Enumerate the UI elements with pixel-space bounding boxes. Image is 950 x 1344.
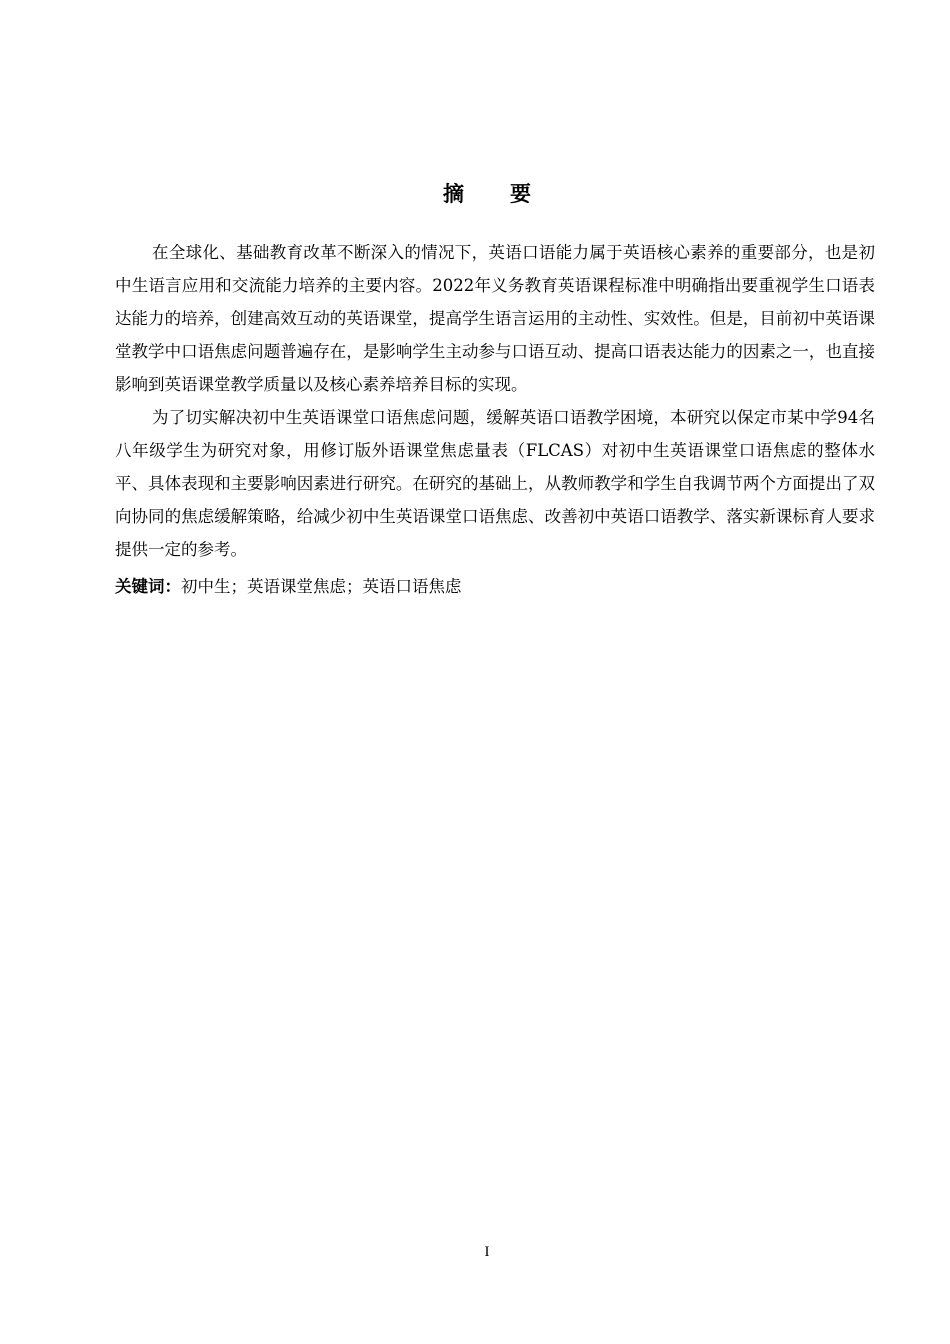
abstract-title: 摘要 [443, 182, 577, 206]
keywords-line [115, 570, 875, 603]
abstract-body [115, 236, 875, 603]
page-number: I [484, 1244, 490, 1260]
abstract-paragraph-1: 在全球化、基础教育改革不断深入的情况下，英语口语能力属于英语核心素养的重要部分，也是初中生语言应用和交流能力培养的主要内容。2022年义务教育英语课程标准中明确指出要重视学生口语表达能力的培养，创建高效互动的英语课堂，提高学生语言运用的主动性、实效性。但是，目前初中英语课堂教学中口语焦虑问题普遍存在，是影响学生主动参与口语互动、提高口语表达能力的因素之一，也直接影响到英语课堂教学质量以及核心素养培养目标的实现。 [115, 243, 875, 394]
keywords-value: 初中生；英语课堂焦虑；英语口语焦虑 [181, 577, 462, 596]
keywords-label: 关键词： [115, 577, 181, 596]
abstract-paragraph-2: 为了切实解决初中生英语课堂口语焦虑问题，缓解英语口语教学困境，本研究以保定市某中学94名八年级学生为研究对象，用修订版外语课堂焦虑量表（FLCAS）对初中生英语课堂口语焦虑的整体水平、具体表现和主要影响因素进行研究。在研究的基础上，从教师教学和学生自我调节两个方面提出了双向协同的焦虑缓解策略，给减少初中生英语课堂口语焦虑、改善初中英语口语教学、落实新课标育人要求提供一定的参考。 [115, 408, 875, 559]
